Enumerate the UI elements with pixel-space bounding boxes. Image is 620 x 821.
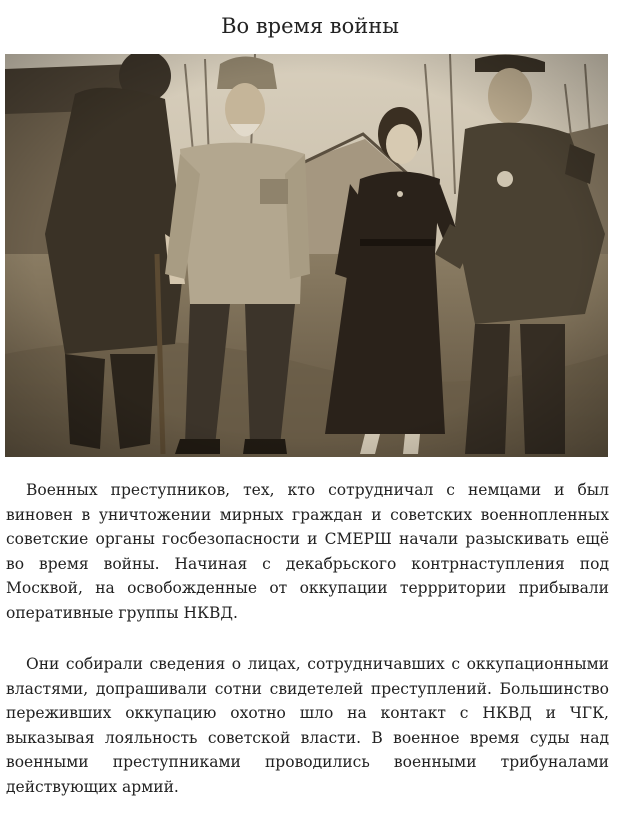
photo-illustration — [5, 54, 608, 457]
paragraph-1: Военных преступников, тех, кто сотрудничал с немцами и был виновен в уничтожении мирных граждан и советских военнопленных советские органы госбезопасности и СМЕРШ начали разыскивать ещё во время войны. Начиная с декабрьского контрнаступления под Москвой, на освобожденные от оккупации террритории прибывали оперативные группы НКВД. — [6, 481, 609, 622]
page-title: Во время войны — [221, 14, 399, 38]
archival-photo — [5, 54, 608, 457]
paragraph-2: Они собирали сведения о лицах, сотрудничавших с оккупационными властями, допрашивали сотни свидетелей преступлений. Большинство переживших оккупацию охотно шло на контакт с НКВД и ЧГК, выказывая лояльность советской власти. В военное время суды над военными преступниками проводились военными трибуналами действующих армий. — [6, 655, 609, 796]
